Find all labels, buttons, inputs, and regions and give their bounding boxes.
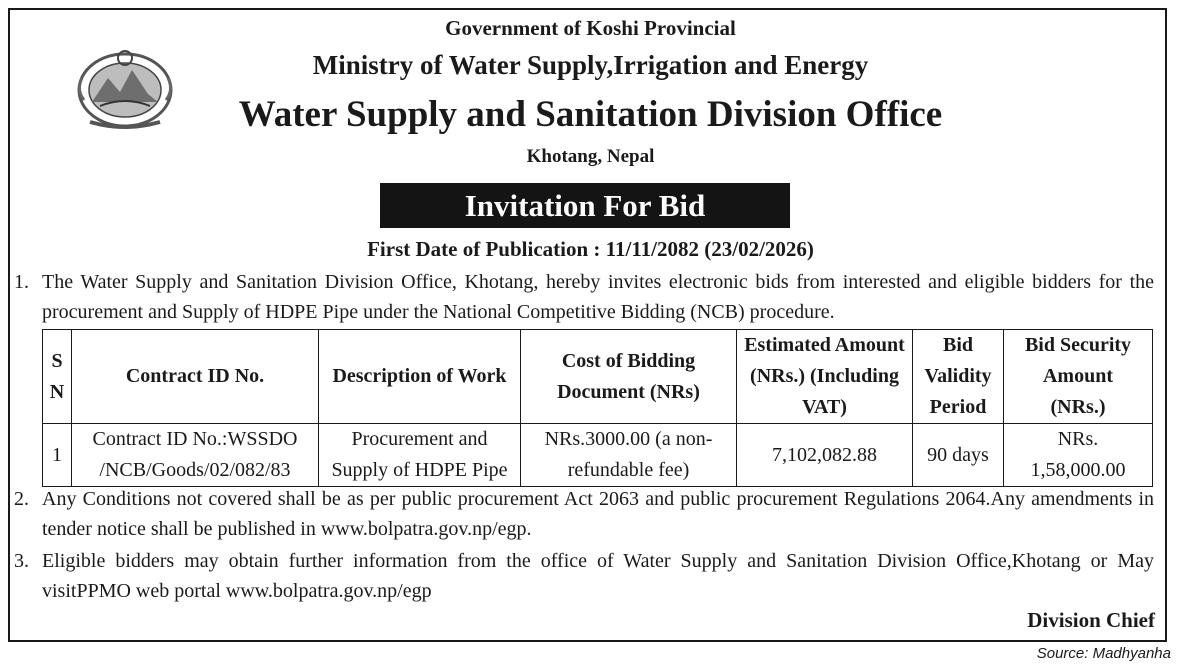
header-cost: Cost of Bidding Document (NRs) [521, 330, 737, 424]
ministry-name: Ministry of Water Supply,Irrigation and Energy [312, 50, 869, 80]
table-row [43, 424, 1153, 487]
paragraph-number: 1. [14, 271, 29, 293]
government-name: Government of Koshi Provincial [445, 16, 736, 40]
paragraph-text: Eligible bidders may obtain further information from the office of Water Supply and Sanitation Division Office,Khotang or May visitPPMO web portal www.bolpatra.gov.np/egp [42, 550, 1154, 602]
paragraph-text: Any Conditions not covered shall be as per public procurement Act 2063 and public procurement Regulations 2064.Any amendments in tender notice shall be published in www.bolpatra.gov.np/egp. [42, 488, 1154, 540]
cell-description: Procurement and Supply of HDPE Pipe [319, 424, 521, 487]
cell-security: NRs. 1,58,000.00 [1004, 424, 1153, 487]
header-sn: S N [43, 330, 72, 424]
cell-estimated-amount: 7,102,082.88 [737, 424, 913, 487]
paragraph-number: 3. [14, 550, 29, 572]
paragraph-3 [14, 546, 1154, 606]
paragraph-1 [14, 267, 1154, 327]
cell-sn: 1 [43, 424, 72, 487]
header-contract-id: Contract ID No. [72, 330, 319, 424]
header-validity: Bid Validity Period [913, 330, 1004, 424]
office-name: Water Supply and Sanitation Division Office [238, 94, 943, 135]
header-security: Bid Security Amount (NRs.) [1004, 330, 1153, 424]
publication-date: First Date of Publication : 11/11/2082 (23/02/2026) [367, 237, 814, 261]
table-header-row [43, 330, 1153, 424]
paragraph-number: 2. [14, 488, 29, 510]
office-location: Khotang, Nepal [526, 146, 655, 167]
bid-table [42, 329, 1153, 487]
header-description: Description of Work [319, 330, 521, 424]
signature-title: Division Chief [1027, 608, 1155, 632]
notice-title-banner: Invitation For Bid [380, 183, 790, 228]
paragraph-2 [14, 484, 1154, 544]
cell-contract-id: Contract ID No.:WSSDO /NCB/Goods/02/082/83 [72, 424, 319, 487]
cell-cost: NRs.3000.00 (a non- refundable fee) [521, 424, 737, 487]
paragraph-text: The Water Supply and Sanitation Division Office, Khotang, hereby invites electronic bids from interested and eligible bidders for the procurement and Supply of HDPE Pipe under the National Competitive Bidding (NCB) procedure. [42, 271, 1154, 323]
header-estimated-amount: Estimated Amount (NRs.) (Including VAT) [737, 330, 913, 424]
cell-validity: 90 days [913, 424, 1004, 487]
source-credit: Source: Madhyanha [1036, 645, 1171, 662]
